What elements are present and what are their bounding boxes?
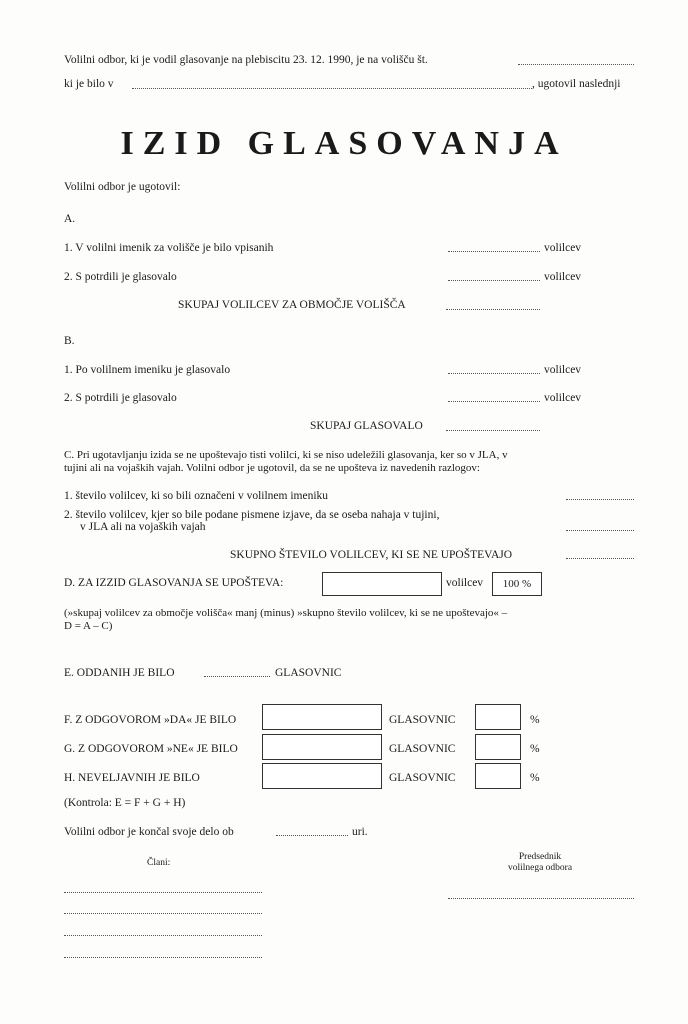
section-b-total-label: SKUPAJ GLASOVALO — [310, 420, 423, 432]
section-h-unit: GLASOVNIC — [389, 772, 456, 784]
section-g-percent-sign: % — [530, 743, 540, 755]
section-e-unit: GLASOVNIC — [275, 667, 342, 679]
section-f-percent-box[interactable] — [475, 704, 521, 730]
president-signature-line[interactable] — [448, 898, 634, 899]
member-signature-line-3[interactable] — [64, 935, 262, 936]
closing-text-prefix: Volilni odbor je končal svoje delo ob — [64, 826, 234, 838]
section-g-label: G. Z ODGOVOROM »NE« JE BILO — [64, 743, 238, 755]
control-formula: (Kontrola: E = F + G + H) — [64, 797, 186, 809]
section-a-item-2-unit: volilcev — [544, 271, 582, 283]
section-b-item-1: 1. Po volilnem imeniku je glasovalo — [64, 364, 231, 376]
member-signature-line-4[interactable] — [64, 957, 262, 958]
location-field[interactable] — [132, 88, 532, 89]
member-signature-line-2[interactable] — [64, 913, 262, 914]
section-g-percent-box[interactable] — [475, 734, 521, 760]
section-a-item-1-unit: volilcev — [544, 242, 582, 254]
section-b-item-1-unit: volilcev — [544, 364, 582, 376]
header-line-2-prefix: ki je bilo v — [64, 78, 114, 90]
section-c-intro-line-1: C. Pri ugotavljanju izida se ne upoštevajo tisti volilci, ki se niso udeležili glasovanja, ker so v JLA, v — [64, 449, 508, 461]
section-c-total-label: SKUPNO ŠTEVILO VOLILCEV, KI SE NE UPOŠTEVAJO — [230, 549, 513, 561]
section-b-item-1-field[interactable] — [448, 373, 540, 374]
section-g-unit: GLASOVNIC — [389, 743, 456, 755]
section-e-field[interactable] — [204, 676, 270, 677]
section-c-item-1: 1. število volilcev, ki so bili označeni v volilnem imeniku — [64, 490, 329, 502]
section-h-value-box[interactable] — [262, 763, 382, 789]
section-a-item-1-field[interactable] — [448, 251, 540, 252]
section-d-note-line-2: D = A – C) — [64, 620, 113, 632]
president-label-line-2: volilnega odbora — [507, 863, 573, 873]
section-c-item-2-line-1: 2. število volilcev, kjer so bile podane pismene izjave, da se oseba nahaja v tujini, — [64, 509, 440, 521]
section-b-label: B. — [64, 335, 75, 347]
section-d-percent: 100 % — [502, 578, 532, 590]
header-line-1: Volilni odbor, ki je vodil glasovanje na plebiscitu 23. 12. 1990, je na volišču št. — [64, 54, 428, 66]
section-h-percent-sign: % — [530, 772, 540, 784]
section-b-item-2-field[interactable] — [448, 401, 540, 402]
section-h-label: H. NEVELJAVNIH JE BILO — [64, 772, 200, 784]
section-f-value-box[interactable] — [262, 704, 382, 730]
section-c-total-field[interactable] — [566, 558, 634, 559]
section-a-total-field[interactable] — [446, 309, 540, 310]
closing-text-suffix: uri. — [352, 826, 368, 838]
header-line-2-suffix: , ugotovil naslednji — [532, 78, 621, 90]
section-a-item-2-field[interactable] — [448, 280, 540, 281]
section-b-item-2: 2. S potrdili je glasovalo — [64, 392, 177, 404]
section-f-percent-sign: % — [530, 714, 540, 726]
section-a-label: A. — [64, 213, 76, 225]
polling-station-number-field[interactable] — [518, 64, 634, 65]
section-a-item-1: 1. V volilni imenik za volišče je bilo vpisanih — [64, 242, 274, 254]
members-label: Člani: — [147, 858, 171, 868]
section-c-intro-line-2: tujini ali na vojaških vajah. Volilni odbor je ugotovil, da se ne upošteva iz navedenih razlogov: — [64, 462, 480, 474]
intro-text: Volilni odbor je ugotovil: — [64, 181, 181, 193]
section-d-label: D. ZA IZZID GLASOVANJA SE UPOŠTEVA: — [64, 577, 284, 589]
closing-time-field[interactable] — [276, 835, 348, 836]
section-c-item-2-line-2: v JLA ali na vojaških vajah — [80, 521, 206, 533]
page-title: IZID GLASOVANJA — [120, 125, 568, 162]
section-h-percent-box[interactable] — [475, 763, 521, 789]
section-f-unit: GLASOVNIC — [389, 714, 456, 726]
section-d-note-line-1: (»skupaj volilcev za območje volišča« manj (minus) »skupno število volilcev, ki se ne upoštevajo« – — [64, 607, 508, 619]
section-a-total-label: SKUPAJ VOLILCEV ZA OBMOČJE VOLIŠČA — [178, 299, 406, 311]
section-d-percent-box — [492, 572, 542, 596]
section-c-item-1-field[interactable] — [566, 499, 634, 500]
section-g-value-box[interactable] — [262, 734, 382, 760]
section-c-item-2-field[interactable] — [566, 530, 634, 531]
member-signature-line-1[interactable] — [64, 892, 262, 893]
section-f-label: F. Z ODGOVOROM »DA« JE BILO — [64, 714, 237, 726]
section-e-label: E. ODDANIH JE BILO — [64, 667, 175, 679]
section-b-item-2-unit: volilcev — [544, 392, 582, 404]
section-b-total-field[interactable] — [446, 430, 540, 431]
section-a-item-2: 2. S potrdili je glasovalo — [64, 271, 177, 283]
section-d-value-box[interactable] — [322, 572, 442, 596]
section-d-unit: volilcev — [446, 577, 484, 589]
president-label-line-1: Predsednik — [518, 852, 562, 862]
